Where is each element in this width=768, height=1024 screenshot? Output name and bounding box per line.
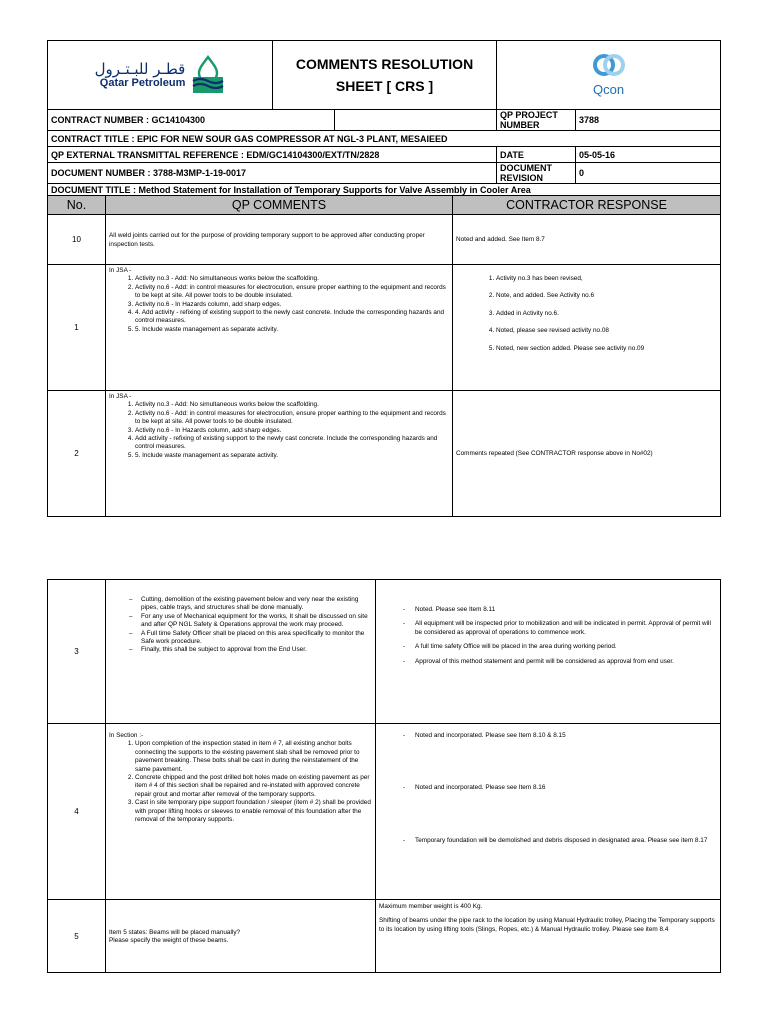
list-item: 4. Noted, please see revised activity no.08 xyxy=(496,327,717,335)
list-item: 5. 5. Include waste management as separate activity. xyxy=(135,326,449,334)
list-item: 1. Upon completion of the inspection stated in item # 7, all existing anchor bolts connecting the supports to the existing pavement slab shall be removed prior to pavement breaking. These bolts shall be cast in during the reinstatement of the same pavement. xyxy=(135,740,372,774)
comment-text: All weld joints carried out for the purpose of providing temporary support to be approved after conducting proper inspection tests. xyxy=(109,232,425,248)
contractor-response xyxy=(453,215,721,265)
row-number: 4 xyxy=(48,724,106,900)
list-item: 4. Add activity - refixing of existing support to the newly cast concrete. Include the corresponding hazards and control measures. xyxy=(135,435,449,452)
column-header-no: No. xyxy=(48,196,106,215)
list-item: – Finally, this shall be subject to approval from the End User. xyxy=(141,646,372,654)
comment-intro: In Section :- xyxy=(109,732,144,739)
list-item: 2. Concrete chipped and the post drilled bolt holes made on existing pavement as per item # 4 of this section shall be repaired and re-instated with approved concrete repair grout and mortar after removal of the temporary supports. xyxy=(135,774,372,799)
document-revision-value: 0 xyxy=(576,163,721,184)
response-text: Comments repeated (See CONTRACTOR response above in No#02) xyxy=(456,450,653,458)
comment-intro: In JSA - xyxy=(109,393,132,400)
qp-comment xyxy=(106,265,453,391)
response-line: Maximum member weight is 400 Kg. xyxy=(379,903,483,910)
list-item: 1. Activity no.3 - Add: No simultaneous works below the scaffolding. xyxy=(135,275,449,283)
qcon-emblem-icon xyxy=(592,53,626,77)
document-number: DOCUMENT NUMBER : 3788-M3MP-1-19-0017 xyxy=(48,163,497,184)
list-item: 3. Activity no.6 - In Hazards column, add sharp edges. xyxy=(135,301,449,309)
list-item: – Cutting, demolition of the existing pavement below and very near the existing pipes, cable trays, and structures shall be done manually. xyxy=(141,596,372,613)
table-row xyxy=(48,391,721,517)
table-row xyxy=(48,265,721,391)
comment-line: Item 5 states: Beams will be placed manually? xyxy=(109,928,241,936)
row-number: 1 xyxy=(48,265,106,391)
qp-comment xyxy=(106,580,376,724)
response-line: Shifting of beams under the pipe rack to the location by using Manual Hydraulic trolley, Placing the Temporary supports to its location by using lifting tools (Slings, Ropes, etc.) & Manual Hydraulic trolley. Please see item 8.4 xyxy=(379,917,715,933)
table-row xyxy=(48,215,721,265)
qatar-petroleum-emblem-icon xyxy=(191,55,225,95)
list-item: 3. Activity no.6 - In Hazards column, add sharp edges. xyxy=(135,427,449,435)
date-value: 05-05-16 xyxy=(576,147,721,163)
list-item: 2. Note, and added. See Activity no.6 xyxy=(496,292,717,300)
list-item: - Temporary foundation will be demolished and debris disposed in designated area. Please see item 8.17 xyxy=(415,837,717,845)
qp-project-number: 3788 xyxy=(576,110,721,131)
row-number: 5 xyxy=(48,900,106,973)
list-item: – A Full time Safety Officer shall be placed on this area specifically to monitor the Safe work procedure. xyxy=(141,630,372,647)
row-number: 2 xyxy=(48,391,106,517)
document-revision-label: DOCUMENT REVISION xyxy=(497,163,576,184)
comment-intro: In JSA - xyxy=(109,267,132,274)
contractor-response xyxy=(453,391,721,517)
crs-table-page-2 xyxy=(47,579,721,973)
list-item: – For any use of Mechanical equipment for the works, It shall be discussed on site and after QP NGL Safety & Operations approval the work may proceed. xyxy=(141,613,372,630)
qp-comment xyxy=(106,724,376,900)
list-item: - A full time safety Office will be placed in the area during working period. xyxy=(415,643,717,651)
qp-comment xyxy=(106,391,453,517)
list-item: - Approval of this method statement and permit will be considered as approval from end user. xyxy=(415,658,717,666)
list-item: 3. Cast in site temporary pipe support foundation / sleeper (item # 2) shall be provided with proper lifting hooks or sleeves to enable removal of this foundation after the removal of the temporary supports. xyxy=(135,799,372,824)
contractor-response xyxy=(453,265,721,391)
list-item: - Noted and incorporated. Please see Item 8.16 xyxy=(415,784,717,792)
list-item: 2. Activity no.6 - Add: in control measures for electrocution, ensure proper earthing to the equipment and records to be kept at site. All power tools to be double insulated. xyxy=(135,284,449,301)
column-header-qp-comments: QP COMMENTS xyxy=(106,196,453,215)
qp-comment xyxy=(106,900,376,973)
list-item: - Noted and incorporated. Please see Item 8.10 & 8.15 xyxy=(415,732,717,740)
contractor-response xyxy=(376,580,721,724)
blank-cell xyxy=(335,110,497,131)
qp-project-number-label: QP PROJECT NUMBER xyxy=(497,110,576,131)
response-text: Noted and added. See Item 8.7 xyxy=(456,236,545,244)
crs-table-page-1 xyxy=(47,40,721,517)
list-item: 5. 5. Include waste management as separate activity. xyxy=(135,452,449,460)
list-item: 3. Added in Activity no.6. xyxy=(496,310,717,318)
list-item: 1. Activity no.3 has been revised, xyxy=(496,275,717,283)
qatar-petroleum-english: Qatar Petroleum xyxy=(99,77,186,89)
document-title: DOCUMENT TITLE : Method Statement for Installation of Temporary Supports for Valve Assembly in Cooler Area xyxy=(48,184,721,196)
list-item: - All equipment will be inspected prior to mobilization and will be indicated in permit. Approval of permit will be considered as approval of operations to commence work. xyxy=(415,620,717,637)
table-row xyxy=(48,724,721,900)
qcon-logo-text: Qcon xyxy=(592,82,625,97)
row-number: 10 xyxy=(48,215,106,265)
qatar-petroleum-arabic: قطـر للبـتـرول xyxy=(94,60,186,78)
date-label: DATE xyxy=(497,147,576,163)
row-number: 3 xyxy=(48,580,106,724)
list-item: 4. 4. Add activity - refixing of existing support to the newly cast concrete. Include the corresponding hazards and control measures. xyxy=(135,309,449,326)
qcon-logo-cell xyxy=(497,41,721,110)
title-line-1: COMMENTS RESOLUTION xyxy=(295,56,474,72)
contractor-response xyxy=(376,900,721,973)
contract-title: CONTRACT TITLE : EPIC FOR NEW SOUR GAS COMPRESSOR AT NGL-3 PLANT, MESAIEED xyxy=(48,131,721,147)
table-row xyxy=(48,580,721,724)
comment-line: Please specify the weight of these beams. xyxy=(109,937,229,944)
list-item: 2. Activity no.6 - Add: in control measures for electrocution, ensure proper earthing to the equipment and records to be kept at site. All power tools to be double insulated. xyxy=(135,410,449,427)
contract-number: CONTRACT NUMBER : GC14104300 xyxy=(48,110,335,131)
document-title-block xyxy=(273,41,497,110)
column-header-contractor-response: CONTRACTOR RESPONSE xyxy=(453,196,721,215)
table-row xyxy=(48,900,721,973)
list-item: 1. Activity no.3 - Add: No simultaneous works below the scaffolding. xyxy=(135,401,449,409)
title-line-2: SHEET [ CRS ] xyxy=(335,78,434,94)
contractor-response xyxy=(376,724,721,900)
list-item: 5. Noted, new section added. Please see activity no.09 xyxy=(496,345,717,353)
qatar-petroleum-logo-cell xyxy=(48,41,273,110)
list-item: - Noted. Please see Item 8.11 xyxy=(415,606,717,614)
qp-comment xyxy=(106,215,453,265)
external-transmittal-reference: QP EXTERNAL TRANSMITTAL REFERENCE : EDM/GC14104300/EXT/TN/2828 xyxy=(48,147,497,163)
